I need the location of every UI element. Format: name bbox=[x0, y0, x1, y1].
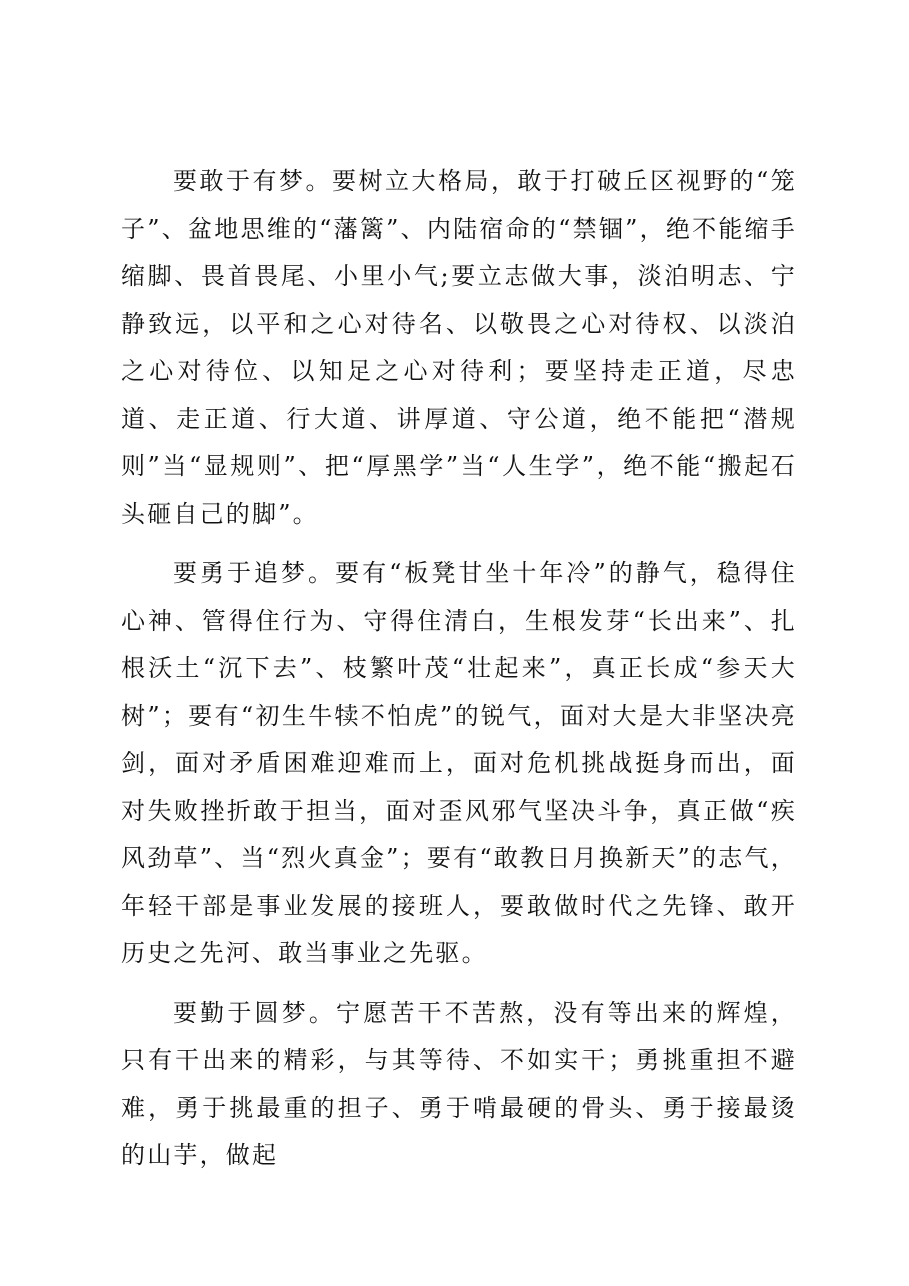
paragraph-pursue-dream: 要勇于追梦。要有“板凳甘坐十年冷”的静气，稳得住心神、管得住行为、守得住清白，生根发芽“长出来”、扎根沃土“沉下去”、枝繁叶茂“壮起来”，真正长成“参天大树”；要有“初生牛犊不怕虎”的锐气，面对大是大非坚决亮剑，面对矛盾困难迎难而上，面对危机挑战挺身而出，面对失败挫折敢于担当，面对歪风邪气坚决斗争，真正做“疾风劲草”、当“烈火真金”；要有“敢教日月换新天”的志气，年轻干部是事业发展的接班人，要敢做时代之先锋、敢开历史之先河、敢当事业之先驱。 bbox=[121, 559, 797, 967]
document-body bbox=[121, 158, 797, 1192]
paragraph-dare-to-dream: 要敢于有梦。要树立大格局，敢于打破丘区视野的“笼子”、盆地思维的“藩篱”、内陆宿命的“禁锢”，绝不能缩手缩脚、畏首畏尾、小里小气;要立志做大事，淡泊明志、宁静致远，以平和之心对待名、以敬畏之心对待权、以淡泊之心对待位、以知足之心对待利；要坚持走正道，尽忠道、走正道、行大道、讲厚道、守公道，绝不能把“潜规则”当“显规则”、把“厚黑学”当“人生学”，绝不能“搬起石头砸自己的脚”。 bbox=[121, 167, 797, 528]
paragraph-fulfill-dream: 要勤于圆梦。宁愿苦干不苦熬，没有等出来的辉煌，只有干出来的精彩，与其等待、不如实干；勇挑重担不避难，勇于挑最重的担子、勇于啃最硬的骨头、勇于接最烫的山芋，做起 bbox=[121, 998, 797, 1169]
